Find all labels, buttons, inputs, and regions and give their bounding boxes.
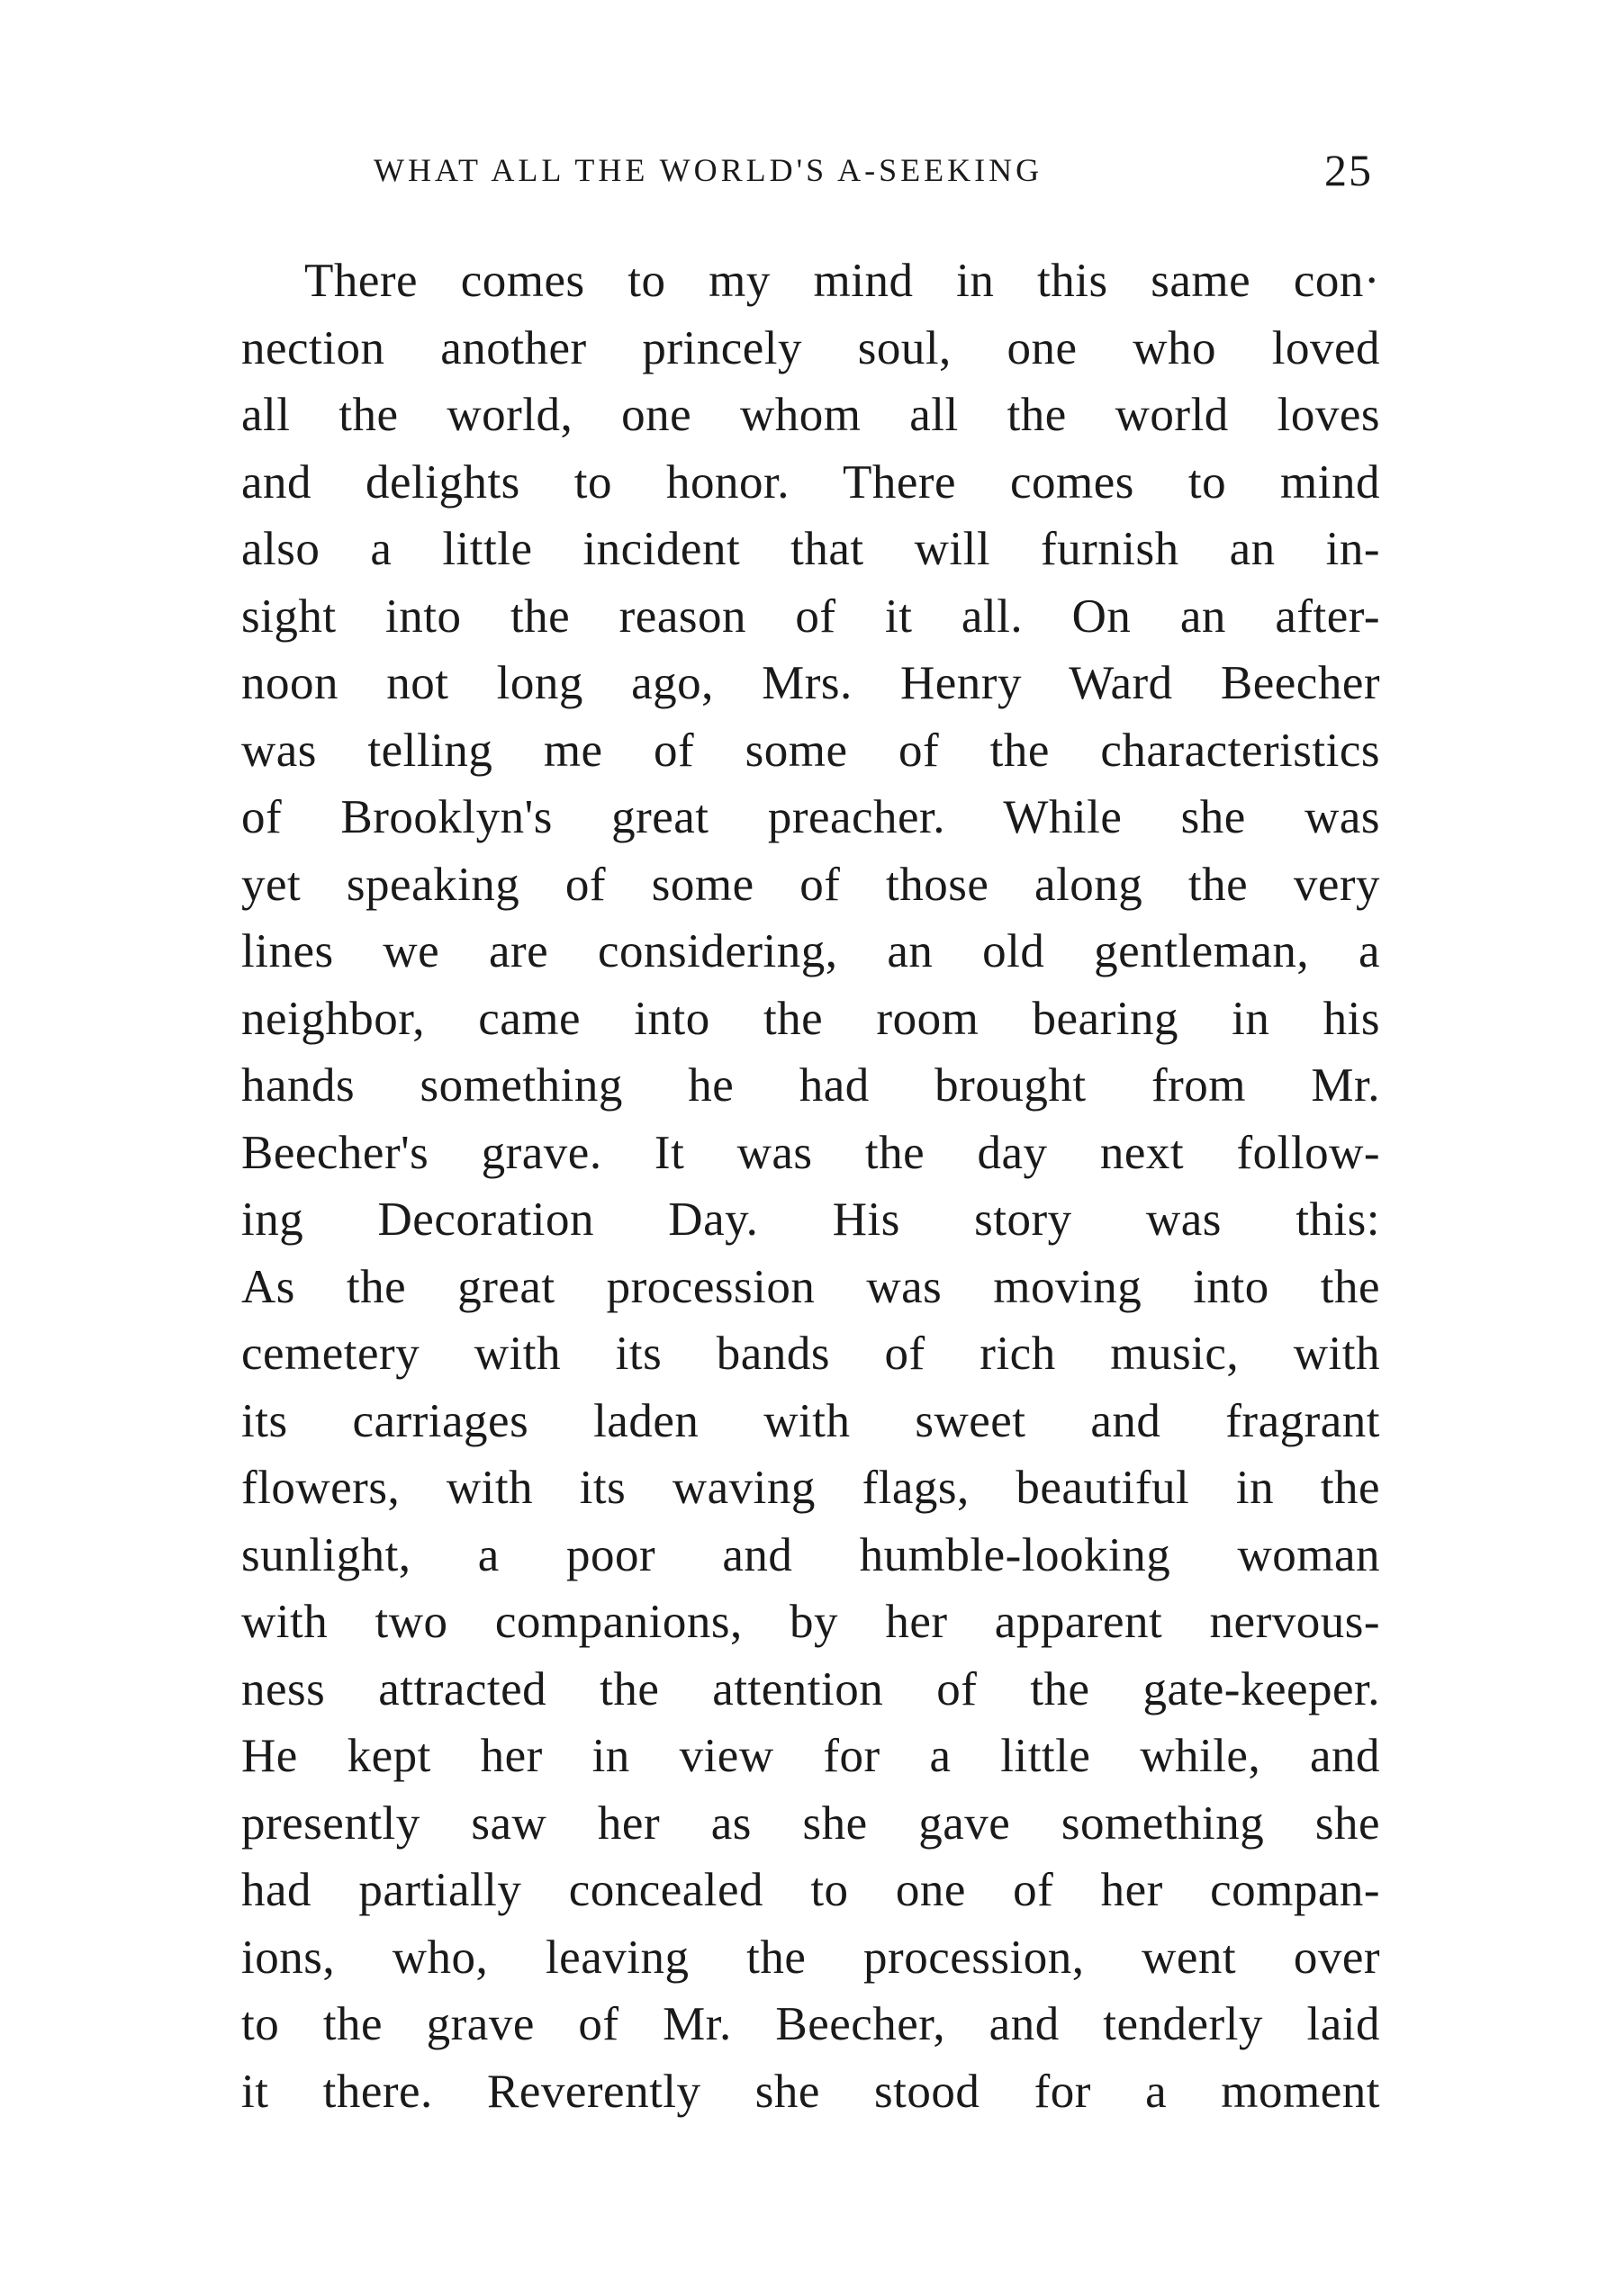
text-line: presently saw her as she gave something she xyxy=(241,1796,1380,1850)
running-head xyxy=(374,144,1373,198)
text-line: it there. Reverently she stood for a moment xyxy=(241,2065,1380,2118)
text-line: cemetery with its bands of rich music, with xyxy=(241,1328,1380,1380)
text-line: all the world, one whom all the world loves xyxy=(241,389,1380,441)
text-line: sight into the reason of it all. On an after- xyxy=(241,590,1380,643)
text-line: with two companions, by her apparent nervous- xyxy=(241,1596,1380,1648)
text-line: its carriages laden with sweet and fragrant xyxy=(241,1394,1380,1447)
text-line: He kept her in view for a little while, and xyxy=(241,1730,1380,1782)
text-line: There comes to my mind in this same con· xyxy=(304,255,1380,307)
text-line: had partially concealed to one of her compan- xyxy=(241,1864,1380,1916)
text-line: ing Decoration Day. His story was this: xyxy=(241,1193,1380,1246)
text-line: neighbor, came into the room bearing in his xyxy=(241,992,1380,1045)
text-line: noon not long ago, Mrs. Henry Ward Beecher xyxy=(241,657,1380,709)
page-number: 25 xyxy=(1324,145,1373,195)
text-line: hands something he had brought from Mr. xyxy=(241,1059,1380,1112)
text-line: ions, who, leaving the procession, went over xyxy=(241,1931,1380,1984)
text-line: ness attracted the attention of the gate-keeper. xyxy=(241,1662,1380,1715)
body-text xyxy=(241,248,1380,2125)
text-line: flowers, with its waving flags, beautiful in the xyxy=(241,1462,1380,1514)
running-title: WHAT ALL THE WORLD'S A-SEEKING xyxy=(374,152,1043,188)
text-line: Beecher's grave. It was the day next follow- xyxy=(241,1126,1380,1179)
text-line: was telling me of some of the characteristics xyxy=(241,724,1380,777)
text-line: to the grave of Mr. Beecher, and tenderly laid xyxy=(241,1998,1380,2050)
text-line: lines we are considering, an old gentleman, a xyxy=(241,925,1380,977)
text-line: of Brooklyn's great preacher. While she was xyxy=(241,791,1380,843)
text-line: also a little incident that will furnish an in- xyxy=(241,523,1380,575)
text-line: and delights to honor. There comes to mind xyxy=(241,455,1380,509)
text-line: sunlight, a poor and humble-looking woman xyxy=(241,1528,1380,1581)
text-line: nection another princely soul, one who loved xyxy=(241,321,1380,374)
text-line: As the great procession was moving into the xyxy=(241,1260,1380,1313)
text-line: yet speaking of some of those along the very xyxy=(241,858,1380,911)
